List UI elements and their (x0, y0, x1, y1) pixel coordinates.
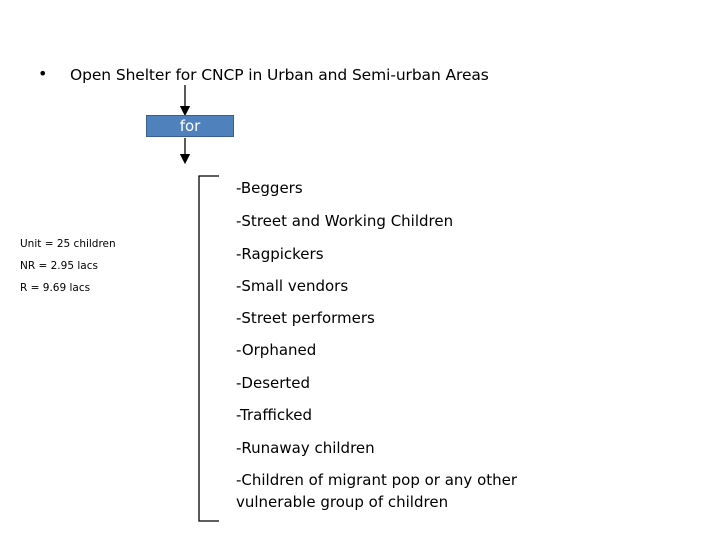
unit-info: Unit = 25 children (20, 238, 116, 250)
r-info: R = 9.69 lacs (20, 282, 91, 294)
list-bracket (199, 176, 219, 521)
for-box: for (146, 115, 234, 137)
target-item-deserted: -Deserted (236, 374, 311, 392)
target-item-small-vendors: -Small vendors (236, 277, 349, 295)
target-item-orphaned: -Orphaned (236, 341, 317, 359)
target-item-runaway-children: -Runaway children (236, 439, 375, 457)
nr-info: NR = 2.95 lacs (20, 260, 98, 272)
target-item-migrant-children-line2: vulnerable group of children (236, 493, 449, 511)
target-item-street-working-children: -Street and Working Children (236, 212, 454, 230)
target-item-beggers: -Beggers (236, 179, 303, 197)
diagram-title: Open Shelter for CNCP in Urban and Semi-urban Areas (70, 66, 489, 84)
target-item-street-performers: -Street performers (236, 309, 375, 327)
target-item-ragpickers: -Ragpickers (236, 245, 324, 263)
target-item-trafficked: -Trafficked (236, 406, 313, 424)
bullet-marker: • (38, 64, 48, 83)
target-item-migrant-children-line1: -Children of migrant pop or any other (236, 471, 518, 489)
